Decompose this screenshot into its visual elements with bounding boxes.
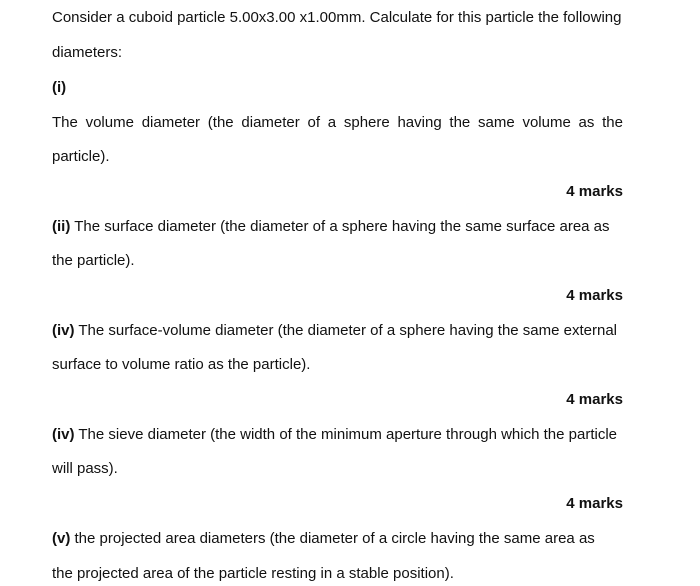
question-4-label: (iv)	[52, 426, 75, 443]
question-4-text: The sieve diameter (the width of the minimum aperture through which the particle	[74, 426, 617, 443]
question-2-text: The surface diameter (the diameter of a sphere having the same surface area as	[70, 218, 610, 235]
question-2-label: (ii)	[52, 218, 71, 235]
intro-line-1: Consider a cuboid particle 5.00x3.00 x1.00mm. Calculate for this particle the following	[52, 9, 622, 26]
intro-line-2: diameters:	[52, 44, 123, 61]
question-1-line-1: The volume diameter (the diameter of a sphere having the same volume as the	[52, 114, 623, 131]
question-3-marks: 4 marks	[566, 391, 623, 408]
question-1-line-2: particle).	[52, 148, 110, 165]
question-3-label: (iv)	[52, 322, 75, 339]
question-5-text: the projected area diameters (the diameter of a circle having the same area as	[70, 530, 595, 547]
question-5-line-1	[52, 530, 595, 548]
question-5-label: (v)	[52, 530, 71, 547]
question-4-line-1	[52, 426, 617, 444]
question-1-label: (i)	[52, 79, 67, 96]
question-2-line-2: the particle).	[52, 252, 135, 269]
question-5-line-2: the projected area of the particle resting in a stable position).	[52, 565, 454, 582]
question-3-text: The surface-volume diameter (the diameter of a sphere having the same external	[74, 322, 618, 339]
question-3-line-2: surface to volume ratio as the particle).	[52, 356, 311, 373]
question-4-marks: 4 marks	[566, 495, 623, 512]
question-2-marks: 4 marks	[566, 287, 623, 304]
question-1-marks: 4 marks	[566, 183, 623, 200]
question-3-line-1	[52, 322, 617, 340]
question-4-line-2: will pass).	[52, 460, 118, 477]
question-2-line-1	[52, 218, 610, 236]
